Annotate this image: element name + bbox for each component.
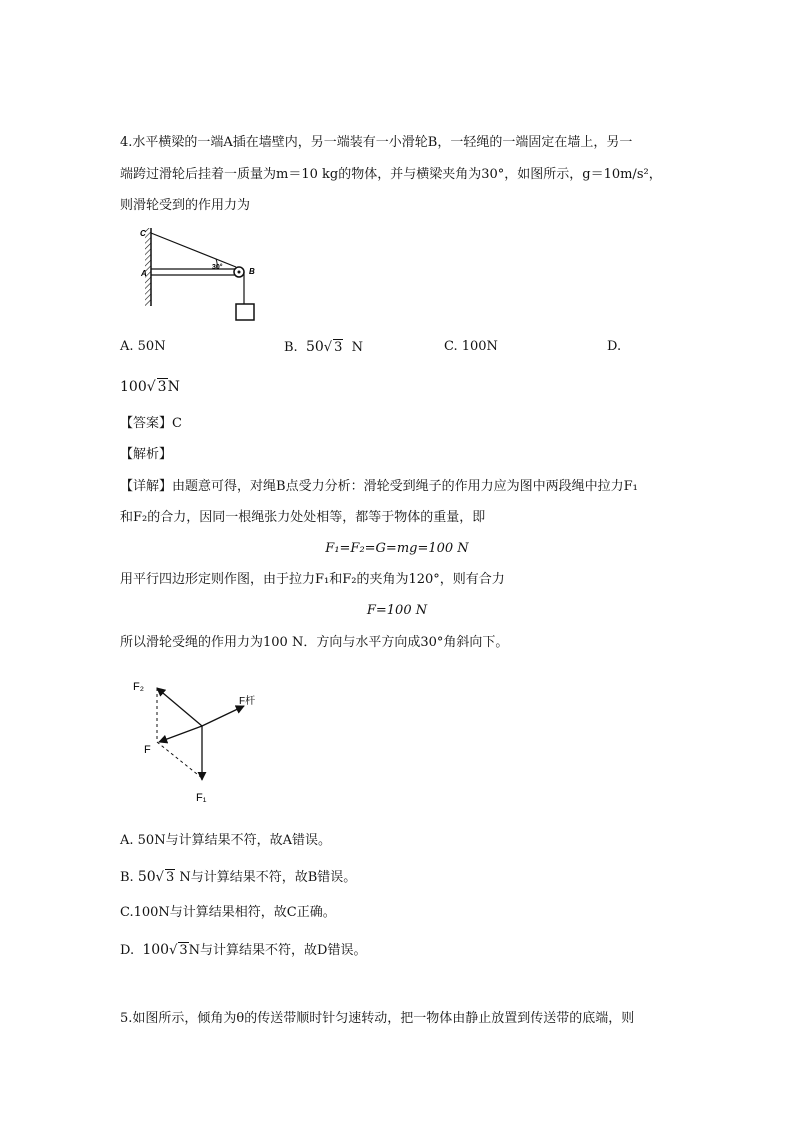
pulley-axle (238, 271, 241, 274)
mass-block (236, 304, 254, 320)
label-c: C (140, 229, 146, 238)
label-f-rod: F杆 (239, 696, 256, 707)
force-diagram (126, 676, 276, 808)
label-angle: 30° (212, 264, 223, 271)
answer-line (120, 414, 182, 434)
review-d: D. 100√ 3N与计算结果不符，故D错误。 (120, 940, 366, 961)
option-b: B. 50√ 3 N (284, 337, 363, 358)
option-a: A. 50N (120, 339, 166, 354)
equation-2: F=100 N (366, 603, 428, 618)
equation-1: F₁=F₂=G=mg=100 N (325, 541, 469, 556)
sqrt-symbol: √ 3 (323, 340, 343, 355)
review-a: A. 50N与计算结果不符，故A错误。 (120, 833, 331, 848)
label-b: B (249, 267, 255, 276)
label-f1: F₁ (196, 792, 207, 804)
sqrt-symbol: √ 3 (146, 379, 167, 395)
detail-label: 【详解】 (120, 479, 173, 494)
q4-line2: 端跨过滑轮后挂着一质量为m＝10 kg的物体，并与横梁夹角为30°，如图所示，g＝10m/s²， (120, 167, 662, 182)
option-c: C. 100N (444, 339, 498, 354)
detail-line2: 和F₂的合力，因同一根绳张力处处相等，都等于物体的重量，即 (120, 510, 486, 525)
beam-pulley-figure (130, 224, 270, 328)
option-d-value: 100√ 3N (120, 379, 180, 395)
wall-hatching (145, 228, 151, 306)
dashed-diagonal (157, 742, 202, 778)
detail-line3: 用平行四边形定则作图，由于拉力F₁和F₂的夹角为120°，则有合力 (120, 572, 505, 587)
detail-line1: 【详解】由题意可得，对绳B点受力分析：滑轮受到绳子的作用力应为图中两段绳中拉力F₁ (120, 479, 638, 494)
answer-label: 【答案】 (120, 416, 173, 431)
sqrt-symbol: √ 3 (155, 870, 175, 885)
q4-number: 4. (120, 135, 133, 150)
f2-arrow (157, 688, 202, 726)
label-f: F (144, 744, 151, 756)
q4-line1: 4.水平横梁的一端A插在墙壁内，另一端装有一小滑轮B，一轻绳的一端固定在墙上，另一 (120, 135, 633, 150)
answer-value: C (172, 416, 182, 431)
f-rod-arrow (202, 706, 244, 726)
review-b: B. 50√ 3 N与计算结果不符，故B错误。 (120, 867, 356, 888)
sqrt-symbol: √ 3 (169, 943, 188, 958)
analysis-label: 【解析】 (120, 447, 173, 462)
label-f2: F₂ (133, 681, 144, 693)
q5-line1: 5.如图所示，倾角为θ的传送带顺时针匀速转动，把一物体由静止放置到传送带的底端，则 (120, 1011, 635, 1026)
label-a: A (141, 269, 147, 278)
f-arrow (159, 726, 202, 742)
rope-to-wall (151, 233, 236, 267)
option-d-prefix: D. (607, 339, 622, 354)
q4-line3: 则滑轮受到的作用力为 (120, 198, 251, 213)
review-c: C.100N与计算结果相符，故C正确。 (120, 905, 336, 920)
detail-line4: 所以滑轮受绳的作用力为100 N．方向与水平方向成30°角斜向下。 (120, 635, 509, 650)
